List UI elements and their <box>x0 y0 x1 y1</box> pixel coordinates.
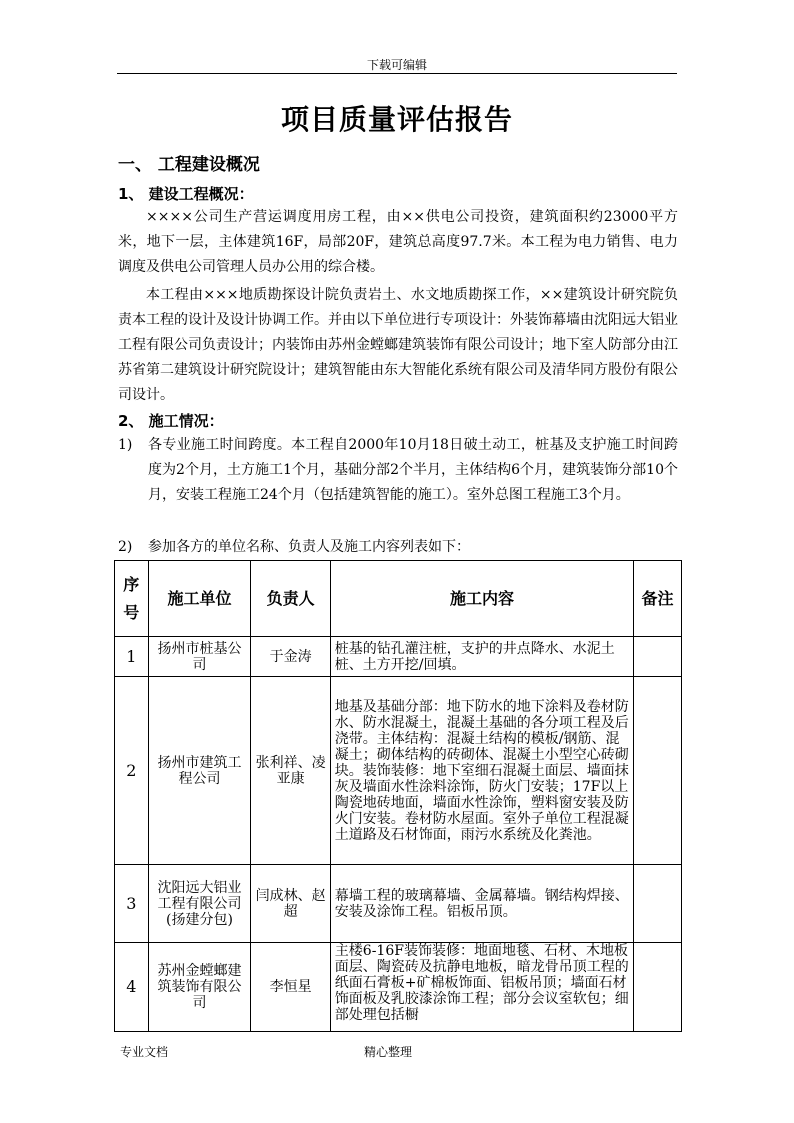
cell-content <box>330 943 633 1032</box>
section-heading-1: 一、 工程建设概况 <box>118 155 260 175</box>
header-leader: 负责人 <box>251 561 330 637</box>
cell-note <box>634 637 682 677</box>
cell-content: 地基及基础分部：地下防水的地下涂料及卷材防水、防水混凝土，混凝土基础的各分项工程及后浇带。主体结构：混凝土结构的模板/钢筋、混凝土；砌体结构的砖砌体、混凝土小型空心砖砌块。装饰装修：地下室细石混凝土面层、墙面抹灰及墙面水性涂料涂饰，防火门安装；17F以上陶瓷地砖地面，墙面水性涂饰，塑料窗安装及防火门安装。卷材防水屋面。室外子单位工程混凝土道路及石材饰面，雨污水系统及化粪池。 <box>330 677 633 865</box>
table-row <box>115 865 682 943</box>
cell-leader: 李恒星 <box>251 943 330 1032</box>
cell-leader: 张利祥、凌亚康 <box>251 677 330 865</box>
cell-unit: 扬州市建筑工程公司 <box>148 677 251 865</box>
cell-content-text: 主楼6-16F装饰装修：地面地毯、石材、木地板面层、陶瓷砖及抗静电地板，暗龙骨吊顶工程的纸面石膏板+矿棉板饰面、铝板吊顶；墙面石材饰面板及乳胶漆涂饰工程；部分会议室软包；细部处理包括橱 <box>334 943 629 1023</box>
list-item-text: 各专业施工时间跨度。本工程自2000年10月18日破土动工，桩基及支护施工时间跨度为2个月，土方施工1个月，基础分部2个半月，主体结构6个月，建筑装饰分部10个月，安装工程施工24个月（包括建筑智能的施工）。室外总图工程施工3个月。 <box>148 437 678 503</box>
paragraph-overview: ××××公司生产营运调度用房工程，由××供电公司投资，建筑面积约23000平方米，地下一层，主体建筑16F，局部20F，建筑总高度97.7米。本工程为电力销售、电力调度及供电公司管理人员办公用的综合楼。 <box>118 209 678 275</box>
cell-seq: 1 <box>115 637 149 677</box>
header-content: 施工内容 <box>330 561 633 637</box>
header-unit: 施工单位 <box>148 561 251 637</box>
cell-unit: 沈阳远大铝业工程有限公司(扬建分包) <box>148 865 251 943</box>
table-row <box>115 637 682 677</box>
list-item-number: 2) <box>118 539 133 555</box>
participants-table <box>114 560 682 1032</box>
table-row <box>115 677 682 865</box>
cell-note <box>634 865 682 943</box>
cell-leader: 于金涛 <box>251 637 330 677</box>
footer-left: 专业文档 <box>120 1045 169 1059</box>
list-item-text: 参加各方的单位名称、负责人及施工内容列表如下： <box>148 539 470 555</box>
footer-center: 精心整理 <box>364 1045 413 1059</box>
paragraph-design: 本工程由×××地质勘探设计院负责岩土、水文地质勘探工作，××建筑设计研究院负责本工程的设计及设计协调工作。并由以下单位进行专项设计：外装饰幕墙由沈阳远大铝业工程有限公司负责设计；内装饰由苏州金螳螂建筑装饰有限公司设计；地下室人防部分由江苏省第二建筑设计研究院设计；建筑智能由东大智能化系统有限公司及清华同方股份有限公司设计。 <box>118 287 678 403</box>
header-note: 备注 <box>634 561 682 637</box>
cell-content: 桩基的钻孔灌注桩，支护的井点降水、水泥土桩、土方开挖/回填。 <box>330 637 633 677</box>
cell-leader: 闫成林、赵超 <box>251 865 330 943</box>
document-title: 项目质量评估报告 <box>280 103 513 136</box>
cell-seq: 3 <box>115 865 149 943</box>
table-row <box>115 943 682 1032</box>
page-header: 下载可编辑 <box>366 58 427 72</box>
cell-content: 幕墙工程的玻璃幕墙、金属幕墙。钢结构焊接、安装及涂饰工程。铝板吊顶。 <box>330 865 633 943</box>
list-item-number: 1) <box>118 437 133 453</box>
cell-note <box>634 677 682 865</box>
subsection-heading-2: 2、 施工情况： <box>118 412 224 430</box>
cell-seq: 2 <box>115 677 149 865</box>
cell-unit: 苏州金螳螂建筑装饰有限公司 <box>148 943 251 1032</box>
cell-seq: 4 <box>115 943 149 1032</box>
cell-unit: 扬州市桩基公司 <box>148 637 251 677</box>
table-header-row <box>115 561 682 637</box>
header-seq: 序号 <box>115 561 149 637</box>
subsection-heading-1: 1、 建设工程概况： <box>118 185 254 203</box>
header-rule <box>117 73 677 74</box>
cell-note <box>634 943 682 1032</box>
